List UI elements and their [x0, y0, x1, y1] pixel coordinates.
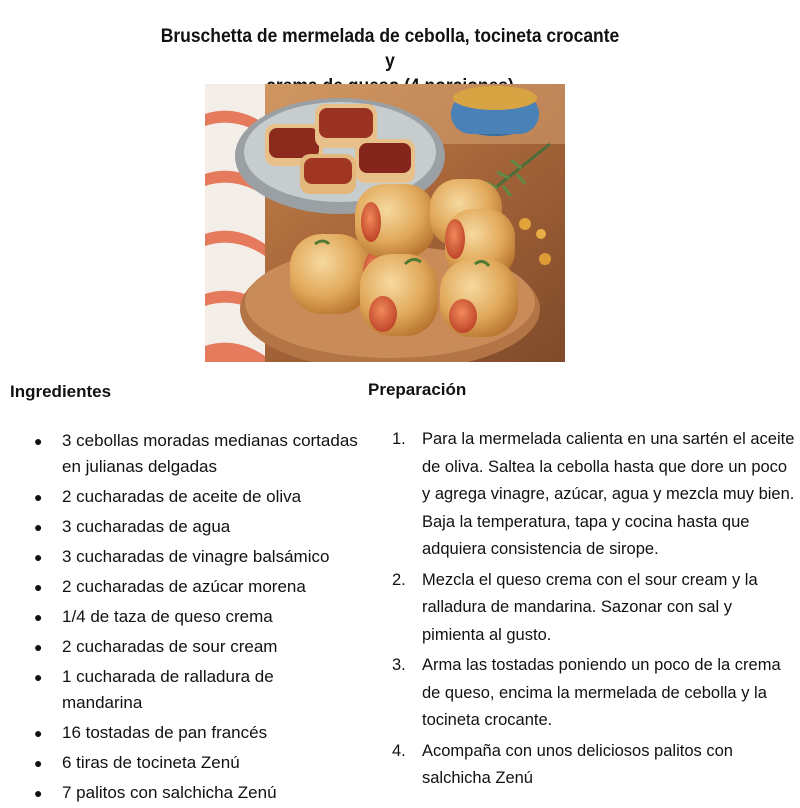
list-item: [28, 482, 358, 512]
bullet-icon: ●: [34, 725, 43, 741]
bullet-icon: ●: [34, 519, 43, 535]
step-text: Arma las tostadas poniendo un poco de la crema de queso, encima la mermelada de cebolla y la tocineta crocante.: [422, 656, 781, 729]
bullet-icon: ●: [34, 785, 43, 801]
step-text: Acompaña con unos deliciosos palitos con salchicha Zenú: [422, 741, 733, 787]
ingredient-text: 3 cucharadas de agua: [62, 517, 231, 536]
bullet-icon: ●: [34, 433, 43, 449]
bullet-icon: ●: [34, 669, 43, 685]
list-item: [28, 632, 358, 662]
ingredient-text: 1 cucharada de ralladura de mandarina: [62, 667, 274, 712]
food-photo: [205, 84, 565, 362]
list-item: [28, 662, 358, 718]
list-item: [28, 426, 358, 482]
ingredient-text: 3 cebollas moradas medianas cortadas en julianas delgadas: [62, 431, 358, 476]
bullet-icon: ●: [34, 579, 43, 595]
list-item: [28, 542, 358, 572]
list-item: [390, 426, 795, 564]
list-item: [28, 572, 358, 602]
bullet-icon: ●: [34, 639, 43, 655]
step-number: 4.: [392, 741, 406, 760]
preparation-list: [390, 426, 795, 796]
list-item: [28, 748, 358, 778]
bullet-icon: ●: [34, 549, 43, 565]
step-text: Para la mermelada calienta en una sartén el aceite de oliva. Saltea la cebolla hasta que dore un poco y agrega vinagre, azúcar, agua y mezcla muy bien. Baja la temperatura, tapa y cocina hasta que adquiera consistencia de sirope.: [422, 430, 795, 558]
ingredient-text: 2 cucharadas de azúcar morena: [62, 577, 306, 596]
title-line-1: Bruschetta de mermelada de cebolla, tocineta crocante y: [160, 26, 620, 72]
bullet-icon: ●: [34, 755, 43, 771]
preparation-heading: Preparación: [368, 380, 467, 399]
ingredient-text: 6 tiras de tocineta Zenú: [62, 753, 240, 772]
ingredients-list: [28, 426, 358, 808]
ingredient-text: 3 cucharadas de vinagre balsámico: [62, 547, 330, 566]
bullet-icon: ●: [34, 489, 43, 505]
ingredient-text: 16 tostadas de pan francés: [62, 723, 268, 742]
list-item: [390, 567, 795, 650]
ingredient-text: 2 cucharadas de aceite de oliva: [62, 487, 302, 506]
bullet-icon: ●: [34, 609, 43, 625]
ingredient-text: 7 palitos con salchicha Zenú: [62, 783, 277, 802]
list-item: [390, 652, 795, 735]
list-item: [28, 718, 358, 748]
ingredient-text: 2 cucharadas de sour cream: [62, 637, 278, 656]
step-number: 2.: [392, 570, 406, 589]
list-item: [28, 602, 358, 632]
list-item: [390, 738, 795, 793]
ingredients-heading: Ingredientes: [10, 382, 112, 401]
list-item: [28, 778, 358, 808]
step-number: 1.: [392, 430, 406, 448]
list-item: [28, 512, 358, 542]
step-text: Mezcla el queso crema con el sour cream y la ralladura de mandarina. Sazonar con sal y pimienta al gusto.: [422, 570, 758, 644]
ingredient-text: 1/4 de taza de queso crema: [62, 607, 273, 626]
step-number: 3.: [392, 656, 406, 674]
